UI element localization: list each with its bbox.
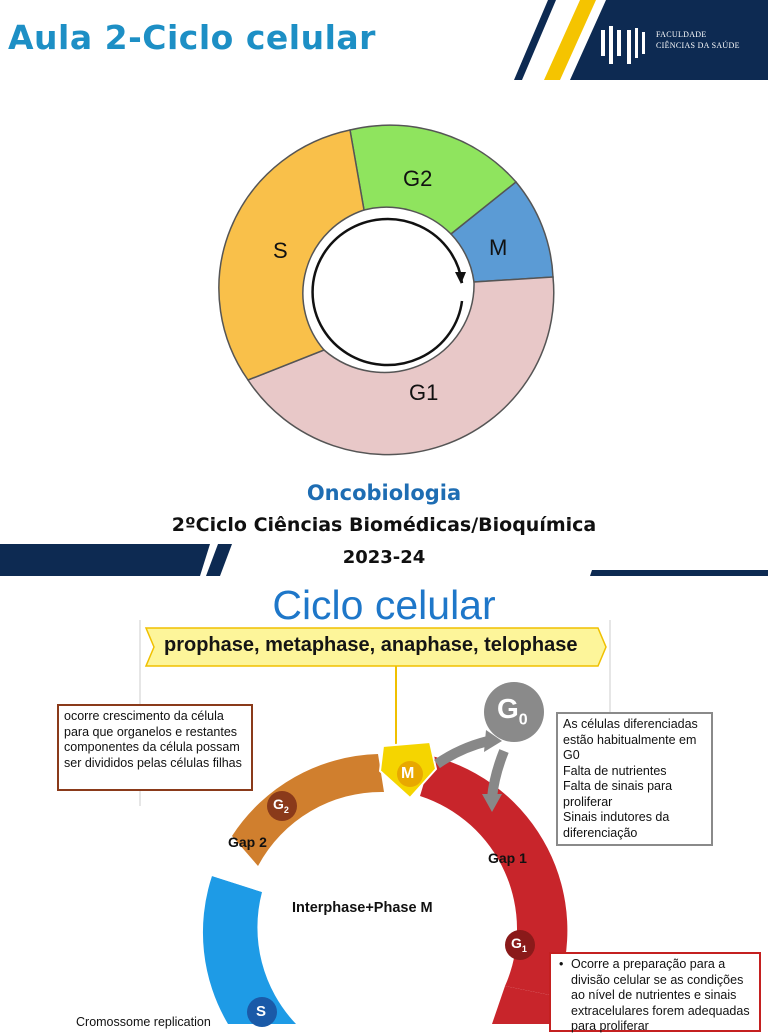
g2-letter: G <box>273 796 284 812</box>
label-m: M <box>489 235 508 260</box>
g1-note <box>549 952 761 1032</box>
mitosis-stages: prophase, metaphase, anaphase, telophase <box>164 634 578 656</box>
label-g1: G1 <box>409 380 439 405</box>
chromosome-replication-label: Cromossome replication <box>76 1015 211 1029</box>
gap1-label: Gap 1 <box>488 850 527 866</box>
g0-note: As células diferenciadas estão habitualmente em G0 Falta de nutrientes Falta de sinais para proliferar Sinais indutores da diferenciação <box>556 712 713 846</box>
g0-subscript: 0 <box>518 711 528 729</box>
faculty-logo-text <box>656 29 740 51</box>
s-badge-label: S <box>256 1003 267 1020</box>
label-s: S <box>273 238 288 263</box>
g0-label <box>497 693 528 730</box>
growth-note: ocorre crescimento da célula para que organelos e restantes componentes da célula possam ser divididos pelas células filhas <box>57 704 253 791</box>
logo-line-2: CIÊNCIAS DA SAÚDE <box>656 41 740 50</box>
interphase-label: Interphase+Phase M <box>292 900 433 916</box>
academic-year: 2023-24 <box>342 547 426 568</box>
m-phase-label: M <box>401 765 415 782</box>
g1-letter: G <box>511 935 522 951</box>
program-name: 2ºCiclo Ciências Biomédicas/Bioquímica <box>171 514 597 536</box>
g0-arrow-out-icon <box>437 741 488 764</box>
g2-badge-label <box>273 796 289 815</box>
course-name: Oncobiologia <box>306 481 462 505</box>
segment-s <box>203 876 296 1024</box>
g2-subscript: 2 <box>283 804 289 815</box>
g1-subscript: 1 <box>521 943 527 954</box>
cell-cycle-donut <box>219 125 554 454</box>
slide-title: Ciclo celular <box>272 582 496 628</box>
label-g2: G2 <box>403 166 433 191</box>
g1-note-text: Ocorre a preparação para a divisão celular se as condições ao nível de nutrientes e sinais extracelulares forem adequadas para proliferar <box>571 957 750 1033</box>
bullet: • <box>559 957 564 971</box>
gap2-label: Gap 2 <box>228 834 267 850</box>
logo-line-1: FACULDADE <box>656 30 707 39</box>
g1-badge-label <box>511 935 527 954</box>
g0-letter: G <box>497 693 519 724</box>
slide-cell-cycle <box>0 576 768 1033</box>
page-title: Aula 2-Ciclo celular <box>8 18 376 57</box>
